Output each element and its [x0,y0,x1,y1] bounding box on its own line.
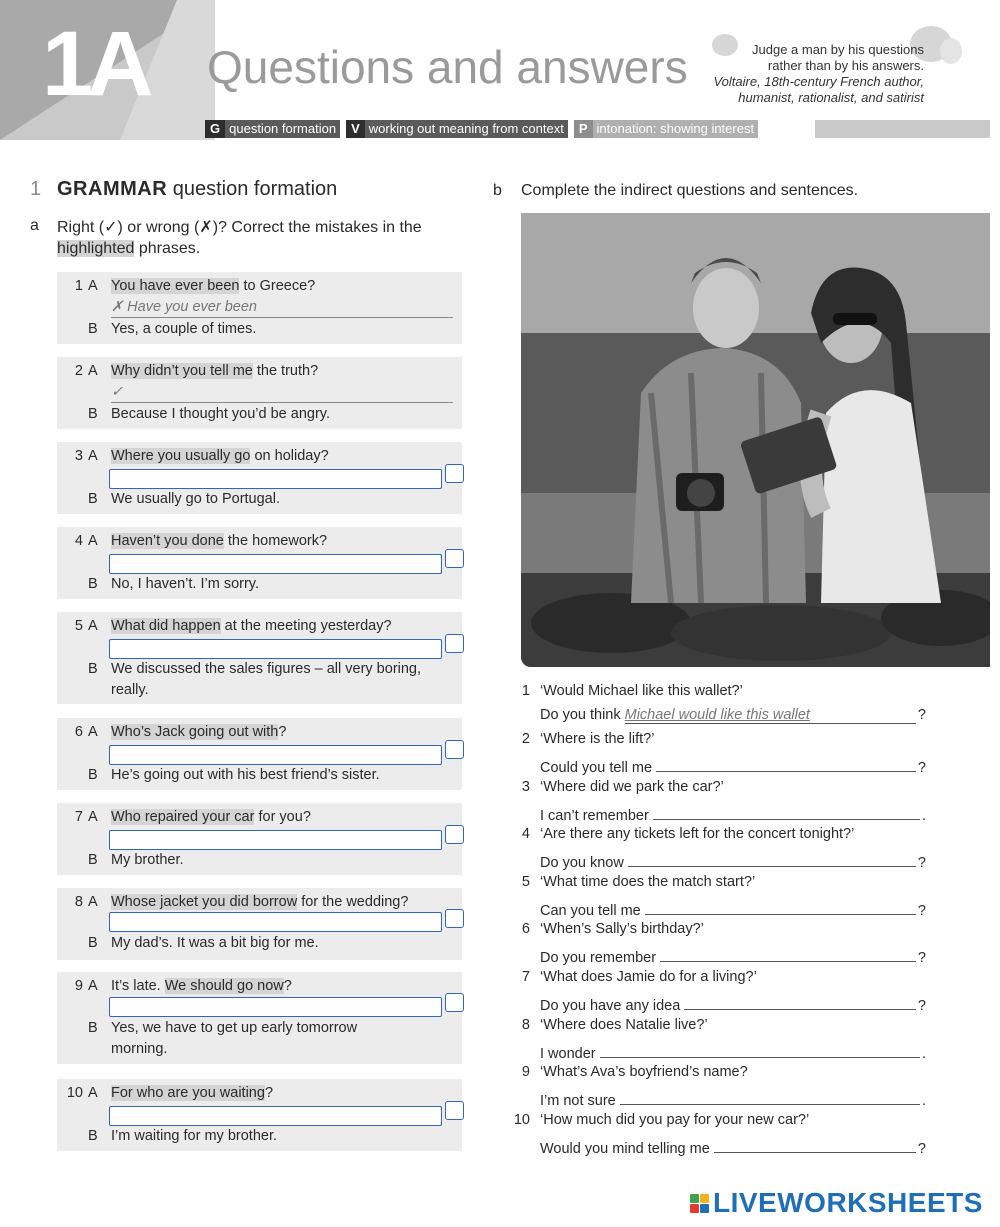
answer-check-box[interactable] [445,825,464,844]
logo-square [690,1194,699,1203]
indirect-question-item: 7 ‘What does Jamie do for a living?’ Do you have any idea ? [521,969,926,1014]
answer-check-box[interactable] [445,1101,464,1120]
tag-grammar: G question formation [205,120,340,138]
logo-square [700,1194,709,1203]
section-number: 1 [30,178,42,200]
exercise-item: 10 A For who are you waiting? B I’m waiting for my brother. [57,1079,462,1151]
liveworksheets-logo[interactable] [690,1187,983,1219]
exercise-item: 4 A Haven’t you done the homework? B No, I haven’t. I’m sorry. [57,527,462,599]
section-title: GRAMMAR question formation [57,178,338,200]
exercise-item: 5 A What did happen at the meeting yesterday? B We discussed the sales figures – all very boring, really. [57,612,462,704]
given-answer: Michael would like this wallet [625,707,916,724]
indirect-question-item: 6 ‘When’s Sally’s birthday?’ Do you remember ? [521,921,926,966]
part-a-letter: a [30,217,39,234]
quote-line: Judge a man by his questions [752,42,924,57]
answer-input[interactable] [109,997,442,1017]
exercise-item: 6 A Who’s Jack going out with? B He’s going out with his best friend’s sister. [57,718,462,790]
logo-grid-icon [690,1194,709,1213]
answer-check-box[interactable] [445,740,464,759]
indirect-question-item: 8 ‘Where does Natalie live?’ I wonder . [521,1017,926,1062]
answer-blank[interactable] [660,945,916,962]
tag-pronunciation: P intonation: showing interest [574,120,758,138]
answer-input[interactable] [109,469,442,489]
answer-input[interactable] [109,1106,442,1126]
answer-blank[interactable] [684,993,916,1010]
indirect-question-item: 2 ‘Where is the lift?’ Could you tell me ? [521,731,926,776]
logo-square [690,1204,699,1213]
tag-bar-fill [815,120,990,138]
quote [664,42,924,106]
market-photo-illustration [521,213,990,667]
indirect-question-item: 9 ‘What’s Ava’s boyfriend’s name? I’m not sure . [521,1064,926,1109]
answer-blank[interactable] [714,1136,916,1153]
topic-tags [205,120,758,138]
answer-blank[interactable] [653,803,920,820]
indirect-question-item: 5 ‘What time does the match start?’ Can you tell me ? [521,874,926,919]
answer-input[interactable] [109,830,442,850]
indirect-question-item: 1 ‘Would Michael like this wallet?’ Do you think Michael would like this wallet ? [521,683,926,723]
given-answer: ✓ [111,382,453,403]
answer-input[interactable] [109,745,442,765]
answer-check-box[interactable] [445,993,464,1012]
exercise-item: 7 A Who repaired your car for you? B My brother. [57,803,462,875]
quote-source: Voltaire, 18th-century French author, [713,74,924,89]
part-a-instruction: Right (✓) or wrong (✗)? Correct the mistakes in the highlighted phrases. [57,219,422,257]
indirect-question-item: 4 ‘Are there any tickets left for the concert tonight?’ Do you know ? [521,826,926,871]
exercise-item: 1 A You have ever been to Greece? ✗ Have you ever been B Yes, a couple of times. [57,272,462,344]
part-b-letter: b [493,182,502,199]
answer-check-box[interactable] [445,909,464,928]
answer-check-box[interactable] [445,464,464,483]
answer-blank[interactable] [620,1088,920,1105]
tag-vocabulary: V working out meaning from context [346,120,568,138]
answer-check-box[interactable] [445,549,464,568]
quote-line: rather than by his answers. [767,58,924,73]
exercise-item: 2 A Why didn’t you tell me the truth? ✓ B Because I thought you’d be angry. [57,357,462,429]
logo-square [700,1204,709,1213]
part-b-instruction: Complete the indirect questions and sentences. [521,182,859,199]
answer-blank[interactable] [628,850,916,867]
answer-input[interactable] [109,554,442,574]
answer-input[interactable] [109,912,442,932]
answer-check-box[interactable] [445,634,464,653]
exercise-item: 9 A It’s late. We should go now? B Yes, we have to get up early tomorrow morning. [57,972,462,1064]
indirect-question-item: 3 ‘Where did we park the car?’ I can’t remember . [521,779,926,824]
answer-blank[interactable] [645,898,916,915]
page-title: Questions and answers [207,41,688,93]
indirect-question-item: 10 ‘How much did you pay for your new car?’ Would you mind telling me ? [513,1112,926,1157]
answer-input[interactable] [109,639,442,659]
answer-blank[interactable] [600,1041,920,1058]
unit-code: 1A [42,13,148,115]
quote-bubble-icon [940,38,962,64]
answer-blank[interactable] [656,755,916,772]
brand-name: LIVEWORKSHEETS [713,1187,983,1218]
quote-source: humanist, rationalist, and satirist [738,90,924,105]
market-photo [521,213,990,667]
exercise-item: 3 A Where you usually go on holiday? B We usually go to Portugal. [57,442,462,514]
exercise-item: 8 A Whose jacket you did borrow for the wedding? B My dad’s. It was a bit big for me. [57,888,462,960]
given-answer: ✗ Have you ever been [111,297,453,318]
